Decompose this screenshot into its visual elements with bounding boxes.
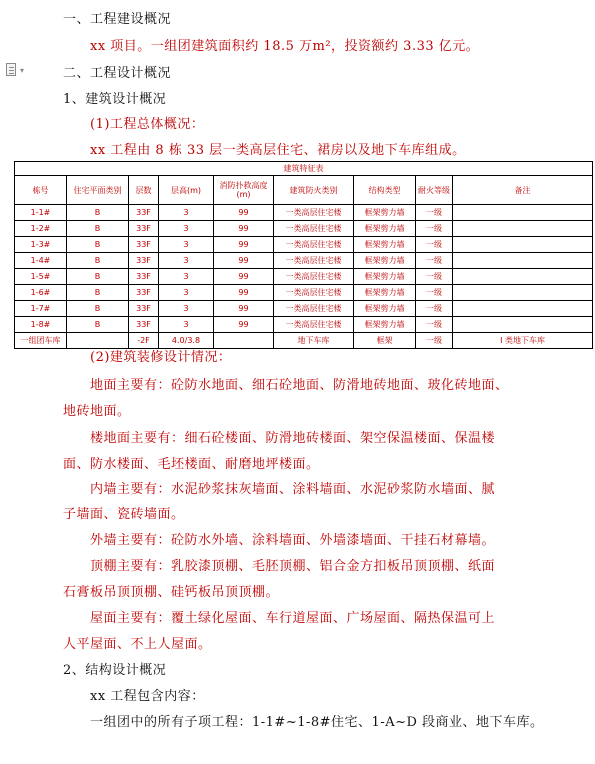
table-cell: 一级 [416,317,453,333]
table-cell: 99 [214,221,274,237]
table-cell: 33F [129,205,159,221]
table-cell: 框架剪力墙 [354,285,416,301]
table-cell: 1-3# [15,237,67,253]
table-cell: 一类高层住宅楼 [274,205,354,221]
table-cell: 一级 [416,221,453,237]
table-cell: 1-8# [15,317,67,333]
table-cell: 99 [214,317,274,333]
table-cell: B [67,269,129,285]
table-cell: 框架剪力墙 [354,253,416,269]
exterior-walls: 外墙主要有：砼防水外墙、涂料墙面、外墙漆墙面、干挂石材幕墙。 [90,533,496,548]
table-cell: 一级 [416,333,453,349]
table-cell: 3 [159,253,214,269]
table-cell: 一级 [416,237,453,253]
table-cell: 框架剪力墙 [354,269,416,285]
heading-architecture: 1、建筑设计概况 [63,92,167,107]
table-row [15,237,593,253]
table-cell: 33F [129,285,159,301]
project-summary: xx 项目。一组团建筑面积约 18.5 万m²，投资额约 3.33 亿元。 [90,39,480,54]
table-cell: 3 [159,285,214,301]
heading-general: (1)工程总体概况： [90,117,205,132]
table-cell: 一类高层住宅楼 [274,285,354,301]
table-cell: 一级 [416,253,453,269]
building-features-table [14,161,593,349]
table-cell: 1-5# [15,269,67,285]
table-cell: 框架剪力墙 [354,317,416,333]
table-cell: B [67,221,129,237]
table-cell: 3 [159,269,214,285]
table-cell: 1-1# [15,205,67,221]
document-icon[interactable] [6,63,28,77]
column-header: 建筑防火类别 [274,176,354,205]
table-cell [453,253,593,269]
table-cell: B [67,285,129,301]
slab-finishes: 楼地面主要有：细石砼楼面、防滑地砖楼面、架空保温楼面、保温楼 [90,431,496,446]
column-header: 层数 [129,176,159,205]
table-cell: 1-4# [15,253,67,269]
floor-finishes: 地面主要有：砼防水地面、细石砼地面、防滑地砖地面、玻化砖地面、 [90,378,509,393]
table-cell: 一类高层住宅楼 [274,221,354,237]
table-cell: B [67,237,129,253]
table-cell: 33F [129,301,159,317]
table-row [15,301,593,317]
table-cell: 一类高层住宅楼 [274,301,354,317]
table-cell: 框架剪力墙 [354,221,416,237]
table-cell: 99 [214,269,274,285]
table-cell: 33F [129,269,159,285]
floor-finishes-cont: 地砖地面。 [63,404,131,419]
table-row [15,221,593,237]
table-cell [453,205,593,221]
table-cell: 99 [214,301,274,317]
table-cell: 一级 [416,269,453,285]
table-cell: 一类高层住宅楼 [274,253,354,269]
table-cell: 33F [129,317,159,333]
table-cell: B [67,253,129,269]
structure-scope: 一组团中的所有子项工程：1-1#~1-8#住宅、1-A~D 段商业、地下车库。 [90,715,544,730]
table-cell: B [67,205,129,221]
ceilings-cont: 石膏板吊顶顶棚、硅钙板吊顶顶棚。 [63,585,280,600]
table-cell [453,301,593,317]
table-cell: 框架剪力墙 [354,205,416,221]
table-cell: 99 [214,253,274,269]
table-cell: 33F [129,237,159,253]
structure-intro: xx 工程包含内容： [90,689,205,704]
table-cell: 3 [159,205,214,221]
table-row [15,205,593,221]
column-header: 结构类型 [354,176,416,205]
table-cell: 地下车库 [274,333,354,349]
table-cell: 3 [159,221,214,237]
table-cell: 一级 [416,301,453,317]
table-cell: 1-6# [15,285,67,301]
table-cell: 99 [214,285,274,301]
interior-walls-cont: 子墙面、瓷砖墙面。 [63,507,185,522]
table-cell: 99 [214,205,274,221]
column-header: 住宅平面类别 [67,176,129,205]
table-cell [453,237,593,253]
table-cell: B [67,317,129,333]
table-cell [453,317,593,333]
table-cell [453,269,593,285]
table-row [15,317,593,333]
table-cell: 33F [129,221,159,237]
table-cell: 99 [214,237,274,253]
table-cell: -2F [129,333,159,349]
table-cell: I 类地下车库 [453,333,593,349]
table-cell: 一类高层住宅楼 [274,269,354,285]
heading-project-overview: 一、工程建设概况 [63,12,172,27]
column-header: 栋号 [15,176,67,205]
table-cell: 4.0/3.8 [159,333,214,349]
table-cell: 3 [159,237,214,253]
heading-decoration: (2)建筑装修设计情况： [90,350,232,365]
table-row [15,253,593,269]
roofs-cont: 人平屋面、不上人屋面。 [63,637,212,652]
table-cell: 1-2# [15,221,67,237]
table-cell: 一级 [416,285,453,301]
chevron-down-icon[interactable]: ▾ [20,66,25,75]
table-cell: 33F [129,253,159,269]
table-cell: 一类高层住宅楼 [274,237,354,253]
table-cell: 3 [159,301,214,317]
interior-walls: 内墙主要有：水泥砂浆抹灰墙面、涂料墙面、水泥砂浆防水墙面、腻 [90,482,496,497]
column-header: 层高(m) [159,176,214,205]
table-cell: 框架剪力墙 [354,301,416,317]
column-header: 消防扑救高度(m) [214,176,274,205]
heading-structure: 2、结构设计概况 [63,663,167,678]
table-cell: 一类高层住宅楼 [274,317,354,333]
table-caption: 建筑特征表 [15,162,593,176]
table-row [15,269,593,285]
table-cell [453,285,593,301]
table-cell: 框架 [354,333,416,349]
table-cell: 框架剪力墙 [354,237,416,253]
table-cell: B [67,301,129,317]
general-description: xx 工程由 8 栋 33 层一类高层住宅、裙房以及地下车库组成。 [90,143,466,158]
column-header: 备注 [453,176,593,205]
slab-finishes-cont: 面、防水楼面、毛坯楼面、耐磨地坪楼面。 [63,457,320,472]
table-cell: 一级 [416,205,453,221]
table-row [15,285,593,301]
heading-design-overview: 二、工程设计概况 [63,66,172,81]
table-cell: 1-7# [15,301,67,317]
table-cell: 一组团车库 [15,333,67,349]
column-header: 耐火等级 [416,176,453,205]
table-cell [453,221,593,237]
table-cell: 3 [159,317,214,333]
ceilings: 顶棚主要有：乳胶漆顶棚、毛胚顶棚、铝合金方扣板吊顶顶棚、纸面 [90,559,496,574]
roofs: 屋面主要有：覆土绿化屋面、车行道屋面、广场屋面、隔热保温可上 [90,611,496,626]
